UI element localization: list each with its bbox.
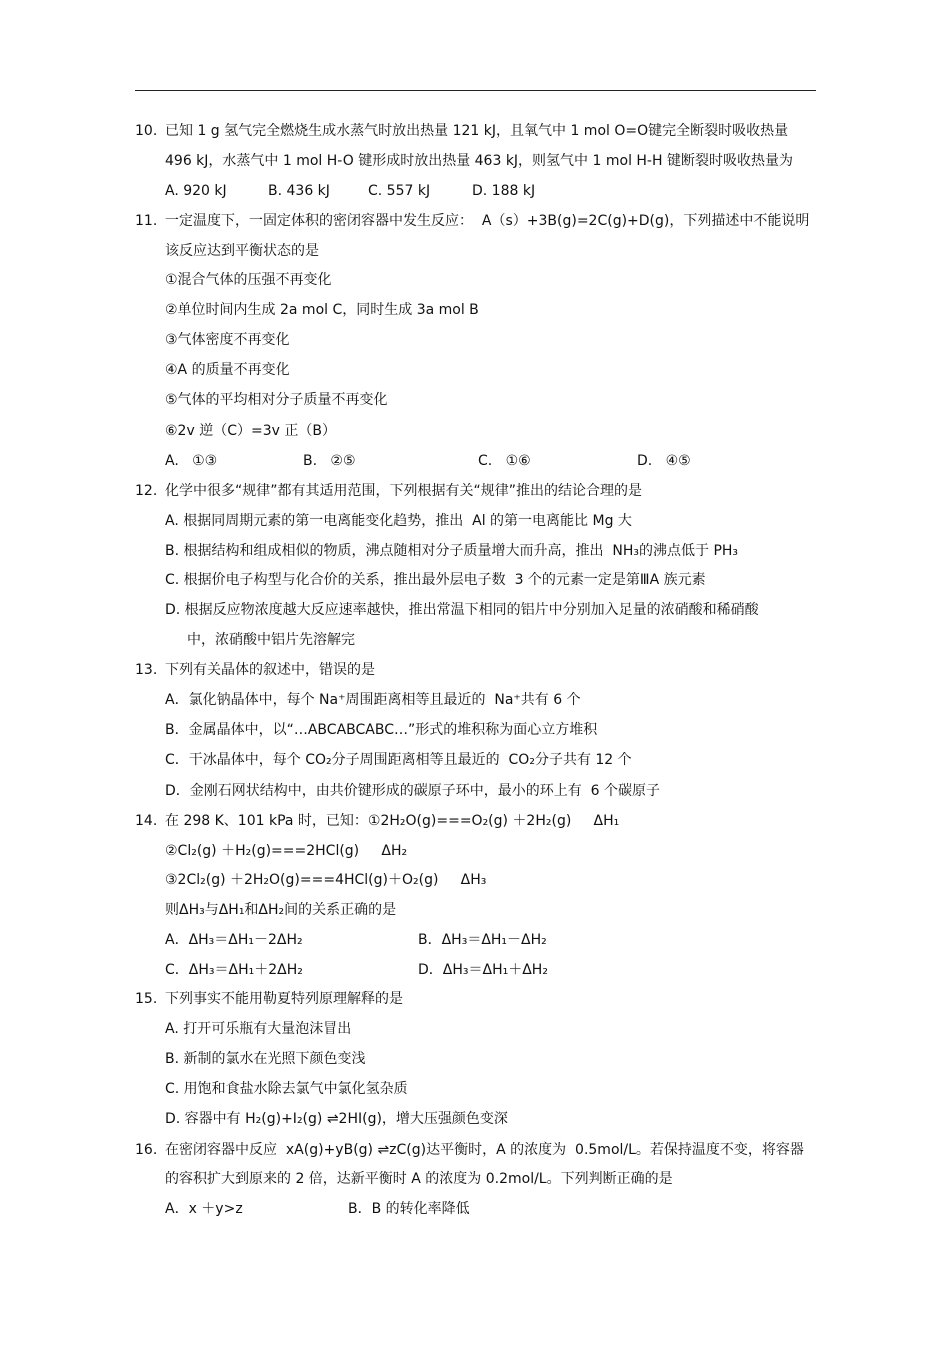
question-10-option-a: A. 920 kJ [165,183,227,199]
question-12-option-d-line1: D. 根据反应物浓度越大反应速率越快，推出常温下相同的铝片中分别加入足量的浓硝酸和稀硝酸 [165,602,759,618]
question-14-equation-2: ②Cl₂(g) ＋H₂(g)===2HCl(g) ΔH₂ [165,843,408,859]
question-13-option-c: C．干冰晶体中，每个 CO₂分子周围距离相等且最近的 CO₂分子共有 12 个 [165,752,632,768]
question-15-option-b: B. 新制的氯水在光照下颜色变浅 [165,1051,366,1067]
question-14-stem: 则ΔH₃与ΔH₁和ΔH₂间的关系正确的是 [165,902,397,918]
question-10-number: 10. [135,123,158,139]
question-11-option-b: B. ②⑤ [303,453,356,469]
question-10-option-d: D. 188 kJ [472,183,536,199]
question-12-option-b: B. 根据结构和组成相似的物质，沸点随相对分子质量增大而升高，推出 NH₃的沸点低于 PH₃ [165,543,739,559]
question-11-option-a: A. ①③ [165,453,218,469]
question-15-stem: 下列事实不能用勒夏特列原理解释的是 [165,991,403,1007]
question-12-option-d-line2: 中，浓硝酸中铝片先溶解完 [187,632,355,648]
question-14-option-a: A．ΔH₃＝ΔH₁－2ΔH₂ [165,932,303,948]
question-11-item-3: ③气体密度不再变化 [165,332,290,348]
question-13-stem: 下列有关晶体的叙述中，错误的是 [165,662,375,678]
question-10-option-c: C. 557 kJ [368,183,431,199]
question-10-option-b: B. 436 kJ [268,183,330,199]
question-16-option-a: A．x ＋y>z [165,1201,243,1217]
question-15-option-d: D. 容器中有 H₂(g)+I₂(g) ⇌2HI(g)，增大压强颜色变深 [165,1111,508,1127]
question-11-stem-line1: 一定温度下，一固定体积的密闭容器中发生反应： A（s）+3B(g)=2C(g)+D(g)，下列描述中不能说明 [165,213,810,229]
question-12-option-a: A. 根据同周期元素的第一电离能变化趋势，推出 Al 的第一电离能比 Mg 大 [165,513,632,529]
question-11-item-6: ⑥2v 逆（C）=3v 正（B） [165,423,336,439]
question-14-number: 14. [135,813,158,829]
question-11-item-1: ①混合气体的压强不再变化 [165,272,332,288]
question-13-option-d: D．金刚石网状结构中，由共价键形成的碳原子环中，最小的环上有 6 个碳原子 [165,783,661,799]
question-15-number: 15. [135,991,158,1007]
question-14-option-d: D．ΔH₃＝ΔH₁＋ΔH₂ [418,962,548,978]
header-rule [135,90,816,91]
question-13-option-a: A．氯化钠晶体中，每个 Na⁺周围距离相等且最近的 Na⁺共有 6 个 [165,692,581,708]
question-12-stem: 化学中很多“规律”都有其适用范围，下列根据有关“规律”推出的结论合理的是 [165,483,643,499]
question-16-option-b: B．B 的转化率降低 [348,1201,470,1217]
question-14-option-b: B．ΔH₃＝ΔH₁－ΔH₂ [418,932,547,948]
question-14-equation-3: ③2Cl₂(g) ＋2H₂O(g)===4HCl(g)＋O₂(g) ΔH₃ [165,872,487,888]
question-10-stem-line2: 496 kJ，水蒸气中 1 mol H-O 键形成时放出热量 463 kJ，则氢气中 1 mol H-H 键断裂时吸收热量为 [165,153,793,169]
question-11-stem-line2: 该反应达到平衡状态的是 [165,243,319,259]
question-14-option-c: C．ΔH₃＝ΔH₁＋2ΔH₂ [165,962,303,978]
question-11-item-4: ④A 的质量不再变化 [165,362,290,378]
question-16-stem-line2: 的容积扩大到原来的 2 倍，达新平衡时 A 的浓度为 0.2mol/L。下列判断正确的是 [165,1171,673,1187]
question-11-option-c: C. ①⑥ [478,453,531,469]
question-16-stem-line1: 在密闭容器中反应 xA(g)+yB(g) ⇌zC(g)达平衡时，A 的浓度为 0.5mol/L。若保持温度不变，将容器 [165,1142,804,1158]
question-11-item-2: ②单位时间内生成 2a mol C，同时生成 3a mol B [165,302,479,318]
question-15-option-a: A. 打开可乐瓶有大量泡沫冒出 [165,1021,352,1037]
question-12-option-c: C. 根据价电子构型与化合价的关系，推出最外层电子数 3 个的元素一定是第ⅢA 族元素 [165,572,706,588]
question-13-number: 13. [135,662,158,678]
question-10-stem-line1: 已知 1 g 氢气完全燃烧生成水蒸气时放出热量 121 kJ，且氧气中 1 mol O=O键完全断裂时吸收热量 [165,123,789,139]
question-16-number: 16. [135,1142,158,1158]
question-15-option-c: C. 用饱和食盐水除去氯气中氯化氢杂质 [165,1081,408,1097]
question-11-option-d: D. ④⑤ [637,453,691,469]
question-12-number: 12. [135,483,158,499]
question-11-number: 11. [135,213,158,229]
question-13-option-b: B．金属晶体中，以“…ABCABCABC…”形式的堆积称为面心立方堆积 [165,722,598,738]
question-11-item-5: ⑤气体的平均相对分子质量不再变化 [165,392,388,408]
question-14-equation-1: 在 298 K、101 kPa 时，已知：①2H₂O(g)===O₂(g) ＋2H₂(g) ΔH₁ [165,813,620,829]
